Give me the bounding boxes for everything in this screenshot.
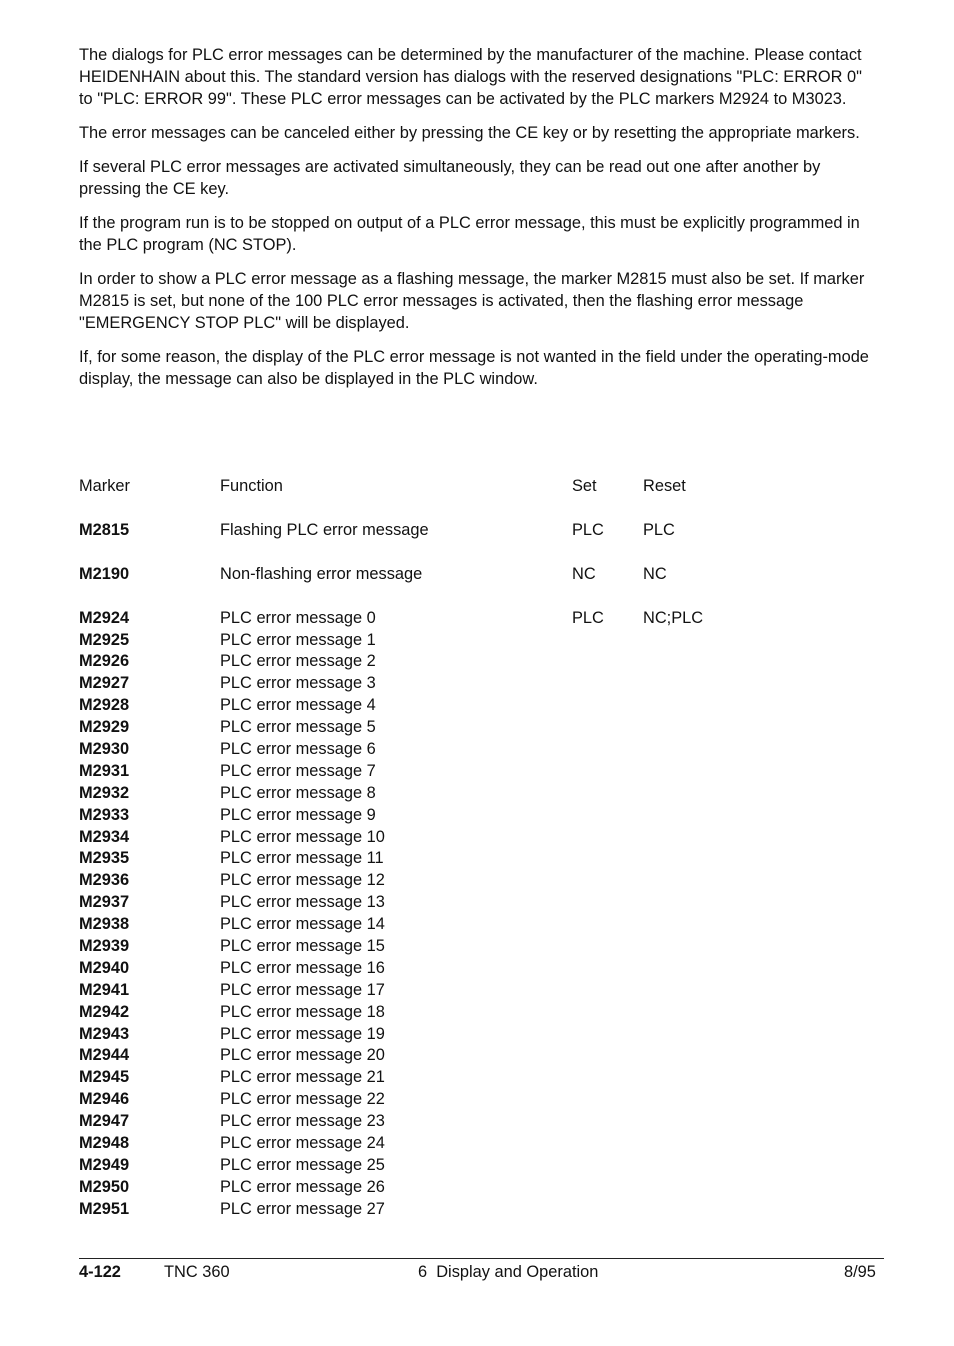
marker-cell: M2928 [79, 696, 130, 715]
table-row [79, 673, 879, 695]
table-row [79, 1045, 879, 1067]
function-cell: PLC error message 16 [220, 958, 385, 977]
function-cell: PLC error message 17 [220, 980, 385, 999]
marker-cell: M2929 [79, 718, 130, 737]
marker-cell: M2935 [79, 849, 130, 868]
footer-rule [79, 1258, 884, 1259]
footer-model: TNC 360 [164, 1263, 230, 1281]
function-cell: PLC error message 3 [220, 674, 376, 693]
function-cell: PLC error message 11 [220, 849, 384, 868]
table-row [79, 1133, 879, 1155]
marker-cell: M2927 [79, 674, 130, 693]
paragraph: If the program run is to be stopped on output of a PLC error message, this must be explicitly programmed in the PLC program (NC STOP). [79, 214, 860, 254]
table-header [79, 476, 879, 498]
function-cell: PLC error message 14 [220, 915, 385, 934]
function-cell: PLC error message 5 [220, 718, 376, 737]
table-row [79, 870, 879, 892]
reset-cell: NC;PLC [643, 608, 704, 627]
header-reset: Reset [643, 477, 686, 495]
reset-cell: PLC [643, 520, 675, 539]
table-row [79, 980, 879, 1002]
marker-cell: M2937 [79, 893, 130, 912]
function-cell: Flashing PLC error message [220, 520, 429, 539]
marker-cell: M2946 [79, 1090, 130, 1109]
marker-cell: M2941 [79, 980, 130, 999]
function-cell: PLC error message 0 [220, 608, 376, 627]
table-row [79, 1089, 879, 1111]
marker-cell: M2947 [79, 1112, 130, 1131]
table-row [79, 1111, 879, 1133]
table-row [79, 564, 879, 586]
header-function: Function [220, 477, 283, 495]
table-row [79, 827, 879, 849]
table-row [79, 739, 879, 761]
marker-cell: M2945 [79, 1068, 130, 1087]
table-row [79, 958, 879, 980]
function-cell: PLC error message 4 [220, 696, 376, 715]
function-cell: PLC error message 2 [220, 652, 376, 671]
function-cell: PLC error message 6 [220, 740, 376, 759]
header-marker: Marker [79, 477, 130, 495]
function-cell: PLC error message 15 [220, 937, 385, 956]
function-cell: PLC error message 7 [220, 761, 376, 780]
marker-cell: M2948 [79, 1134, 130, 1153]
marker-cell: M2932 [79, 783, 130, 802]
marker-cell: M2951 [79, 1199, 130, 1218]
marker-cell: M2934 [79, 827, 130, 846]
set-cell: PLC [572, 520, 604, 539]
marker-cell: M2938 [79, 915, 130, 934]
function-cell: PLC error message 10 [220, 827, 385, 846]
function-cell: PLC error message 19 [220, 1024, 385, 1043]
marker-cell: M2930 [79, 740, 130, 759]
marker-cell: M2815 [79, 520, 130, 539]
paragraph: In order to show a PLC error message as a flashing message, the marker M2815 must also be set. If marker M2815 is set, but none of the 100 PLC error messages is activated, then the flashing error message "EMERGENCY STOP PLC" will be displayed. [79, 270, 865, 332]
paragraph: The error messages can be canceled either by pressing the CE key or by resetting the appropriate markers. [79, 124, 860, 142]
function-cell: PLC error message 27 [220, 1199, 385, 1218]
table-row [79, 1002, 879, 1024]
table-row [79, 892, 879, 914]
function-cell: PLC error message 23 [220, 1112, 385, 1131]
marker-cell: M2925 [79, 630, 130, 649]
paragraph: If, for some reason, the display of the PLC error message is not wanted in the field under the operating-mode display, the message can also be displayed in the PLC window. [79, 348, 869, 388]
set-cell: NC [572, 564, 596, 583]
marker-cell: M2943 [79, 1024, 130, 1043]
function-cell: PLC error message 8 [220, 783, 376, 802]
marker-cell: M2942 [79, 1002, 130, 1021]
body-text [79, 44, 879, 402]
table-row [79, 1177, 879, 1199]
table-row [79, 1199, 879, 1221]
table-row [79, 1024, 879, 1046]
footer-date: 8/95 [844, 1263, 876, 1281]
table-row [79, 520, 879, 542]
footer-page-number: 4-122 [79, 1263, 121, 1281]
table-row [79, 848, 879, 870]
paragraph: If several PLC error messages are activated simultaneously, they can be read out one after another by pressing the CE key. [79, 158, 821, 198]
function-cell: PLC error message 13 [220, 893, 385, 912]
set-cell: PLC [572, 608, 604, 627]
function-cell: PLC error message 20 [220, 1046, 385, 1065]
table-row [79, 651, 879, 673]
marker-cell: M2190 [79, 564, 130, 583]
marker-cell: M2939 [79, 937, 130, 956]
table-row [79, 608, 879, 630]
marker-cell: M2924 [79, 608, 130, 627]
marker-cell: M2944 [79, 1046, 130, 1065]
table-row [79, 717, 879, 739]
footer-chapter: 6 Display and Operation [418, 1263, 599, 1281]
table-row [79, 630, 879, 652]
paragraph: The dialogs for PLC error messages can be determined by the manufacturer of the machine. Please contact HEIDENHAIN about this. The standard version has dialogs with the reserved designations "PLC: ERROR 0" to "PLC: ERROR 99". These PLC error messages can be activated by the PLC markers M2924 to M3023. [79, 46, 862, 108]
marker-cell: M2950 [79, 1177, 130, 1196]
function-cell: PLC error message 22 [220, 1090, 385, 1109]
marker-table [79, 476, 879, 1221]
table-row [79, 914, 879, 936]
function-cell: PLC error message 9 [220, 805, 376, 824]
marker-cell: M2931 [79, 761, 130, 780]
function-cell: PLC error message 18 [220, 1002, 385, 1021]
marker-cell: M2936 [79, 871, 130, 890]
table-row [79, 1155, 879, 1177]
function-cell: PLC error message 21 [220, 1068, 385, 1087]
function-cell: PLC error message 1 [220, 630, 376, 649]
table-row [79, 936, 879, 958]
marker-cell: M2926 [79, 652, 130, 671]
function-cell: PLC error message 24 [220, 1134, 385, 1153]
marker-cell: M2933 [79, 805, 130, 824]
function-cell: PLC error message 26 [220, 1177, 385, 1196]
table-row [79, 1067, 879, 1089]
function-cell: PLC error message 25 [220, 1155, 385, 1174]
table-row [79, 783, 879, 805]
reset-cell: NC [643, 564, 667, 583]
header-set: Set [572, 477, 597, 495]
function-cell: Non-flashing error message [220, 564, 423, 583]
table-row [79, 695, 879, 717]
function-cell: PLC error message 12 [220, 871, 385, 890]
table-row [79, 761, 879, 783]
marker-cell: M2949 [79, 1155, 130, 1174]
table-row [79, 805, 879, 827]
marker-cell: M2940 [79, 958, 130, 977]
